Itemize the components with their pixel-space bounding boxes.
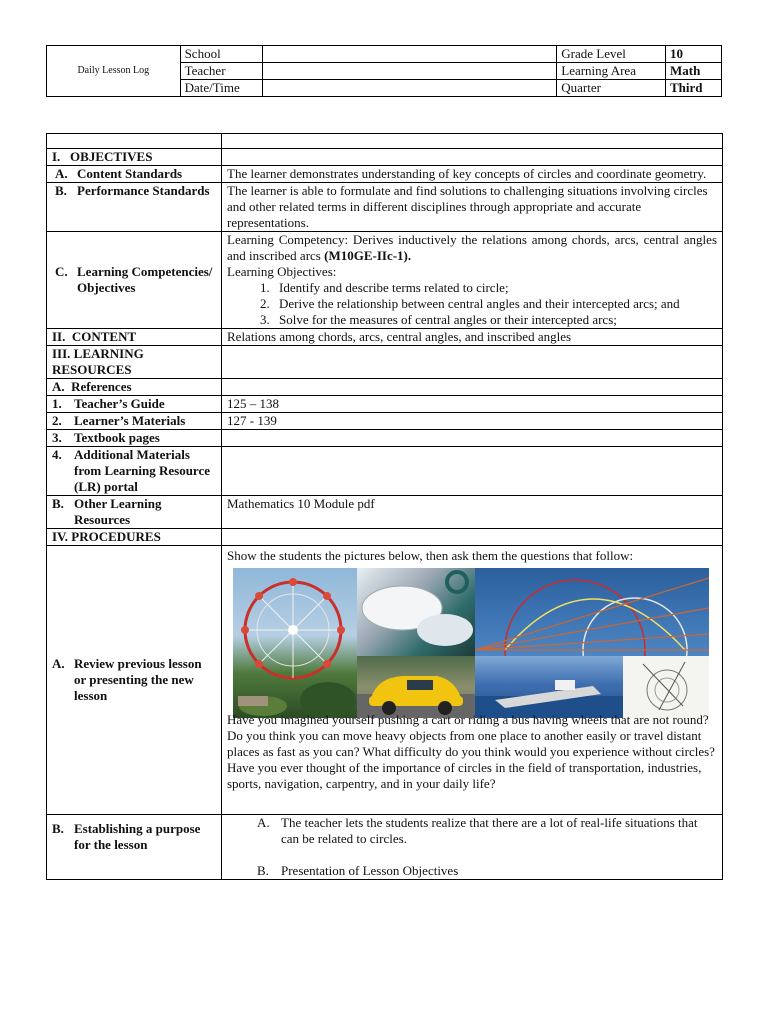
ship-image [475,656,623,718]
competency-prefix: Learning Competency: Derives inductively the relations among chords, arcs, central angles and inscribed arcs [227,232,717,263]
grade-level-label: Grade Level [557,46,666,63]
grade-level-value: 10 [666,46,722,63]
header-table [46,45,722,97]
learning-objectives-list [227,280,717,328]
other-resources-value: Mathematics 10 Module pdf [222,496,723,529]
school-value [263,46,557,63]
row-letter: A. [55,166,68,181]
purpose-list [227,815,717,879]
teacher-label: Teacher [180,63,263,80]
lesson-log-table [46,133,723,880]
list-item [257,863,717,879]
learning-competencies-cell [222,232,723,329]
teachers-guide-label [47,396,222,413]
item-letter: A. [257,815,270,830]
list-item: 3. Solve for the measures of central angles or their intercepted arcs; [273,312,717,328]
item-text: The teacher lets the students realize that there are a lot of real-life situations that can be related to circles. [281,815,698,846]
row-label: Learning Competencies/ Objectives [77,264,213,295]
quarter-value: Third [666,80,722,97]
collage-bottom-row [475,656,709,718]
industrial-rollers-image [357,568,475,656]
purpose-cell [222,815,723,880]
content-standards-label [47,166,222,183]
row-letter: B. [55,183,67,198]
textbook-pages-value [222,430,723,447]
review-intro: Show the students the pictures below, then ask them the questions that follow: [227,548,634,563]
row-label: Teacher’s Guide [74,396,165,411]
date-time-value [263,80,557,97]
collage-right-column [475,568,709,718]
row-label: Other Learning Resources [74,496,162,527]
blank-cell [222,346,723,379]
content-standards-text: The learner demonstrates understanding of key concepts of circles and coordinate geometry. [222,166,723,183]
review-lesson-cell [222,546,723,815]
content-text: Relations among chords, arcs, central angles, and inscribed angles [222,329,723,346]
procedures-heading: IV. PROCEDURES [47,529,222,546]
teachers-guide-value: 125 – 138 [222,396,723,413]
competency-code: (M10GE-IIc-1). [324,248,412,263]
list-item: 1. Identify and describe terms related to circle; [273,280,717,296]
list-item [257,815,717,847]
row-number: 3. [52,430,62,445]
row-label: Content Standards [77,166,183,181]
item-text: Presentation of Lesson Objectives [281,863,459,878]
textbook-pages-label [47,430,222,447]
row-letter: B. [52,821,64,836]
row-label: Learner’s Materials [74,413,186,428]
date-time-label: Date/Time [180,80,263,97]
row-number: 2. [52,413,62,428]
learning-area-label: Learning Area [557,63,666,80]
learning-objectives-heading: Learning Objectives: [227,264,337,279]
learning-competencies-label [47,232,222,329]
daily-lesson-log-title: Daily Lesson Log [47,46,181,97]
purpose-label [47,815,222,880]
row-number: 4. [52,447,62,462]
other-resources-label [47,496,222,529]
blank-cell [222,134,723,149]
circle-diagram-image [475,568,709,656]
content-heading: II. CONTENT [47,329,222,346]
additional-materials-label [47,447,222,496]
row-letter: C. [55,264,68,279]
additional-materials-value [222,447,723,496]
blank-cell [222,529,723,546]
blank-cell [47,134,222,149]
item-letter: B. [257,863,269,878]
row-letter: A. [52,656,65,671]
row-label: Review previous lesson or presenting the new lesson [74,656,202,703]
row-label: Performance Standards [77,183,210,198]
row-label: Establishing a purpose for the lesson [74,821,201,852]
objectives-heading: I. OBJECTIVES [47,149,222,166]
blank-cell [222,149,723,166]
collage-middle-column [357,568,475,718]
circle-pictures-collage [233,568,709,718]
blank-cell [222,379,723,396]
row-letter: B. [52,496,64,511]
row-label: Additional Materials from Learning Resource (LR) portal [74,447,210,494]
yellow-car-image [357,656,475,718]
learning-area-value: Math [666,63,722,80]
quarter-label: Quarter [557,80,666,97]
review-questions: Have you imagined yourself pushing a cart or riding a bus having wheels that are not round? Do you think you can move heavy objects from one place to another easily or travel distant places as fast as you can? What difficulty do you think would you experience without circles? Have you ever thought of the importance of circles in the field of transportation, industries, sports, navigation, carpentry, and in your daily life? [227,712,715,791]
performance-standards-text: The learner is able to formulate and find solutions to challenging situations involving circles and other related terms in different disciplines through appropriate and accurate representations. [222,183,723,232]
performance-standards-label [47,183,222,232]
learners-materials-value: 127 - 139 [222,413,723,430]
learners-materials-label [47,413,222,430]
review-lesson-label [47,546,222,815]
list-item: 2. Derive the relationship between central angles and their intercepted arcs; and [273,296,717,312]
school-label: School [180,46,263,63]
row-label: Textbook pages [74,430,160,445]
learning-competency-text [227,232,717,264]
teacher-value [263,63,557,80]
row-number: 1. [52,396,62,411]
learning-resources-heading: III. LEARNING RESOURCES [47,346,222,379]
ferris-wheel-image [233,568,357,718]
references-label: A. References [47,379,222,396]
compass-drawing-image [623,656,709,718]
